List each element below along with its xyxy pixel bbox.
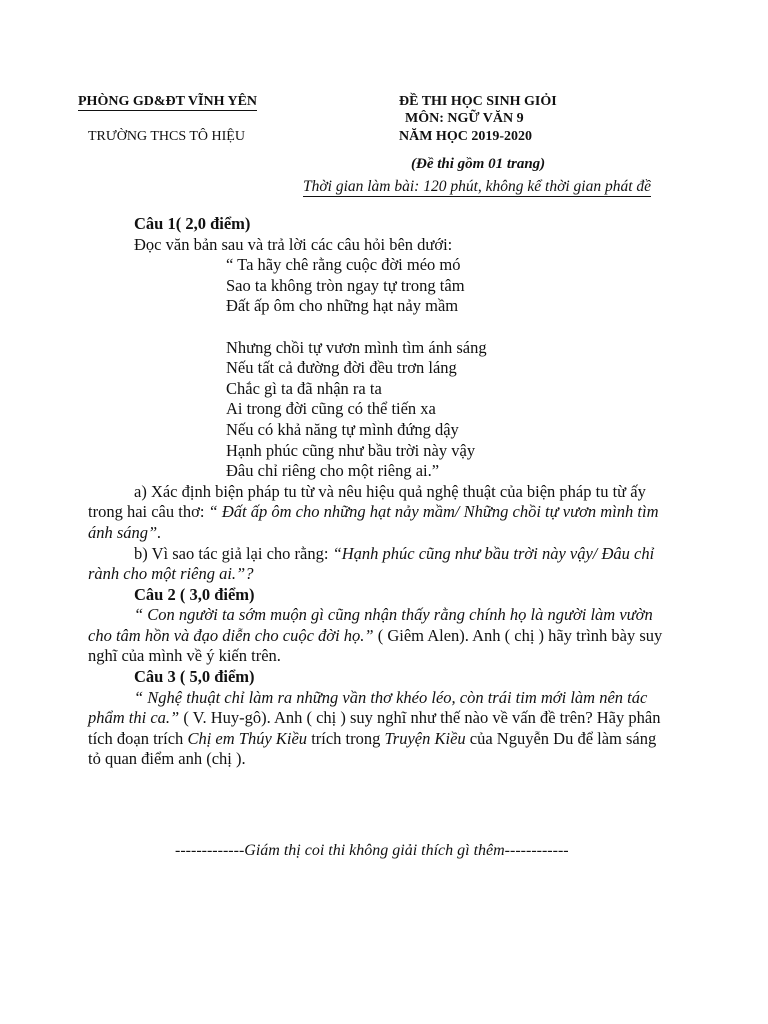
question-1a: a) Xác định biện pháp tu từ và nêu hiệu quả nghệ thuật của biện pháp tu từ ấy trong hai câu thơ: “ Đất ấp ôm cho những hạt nảy mầm/ Những chồi tự vươn mình tìm ánh sáng”. [88,481,659,542]
pages-note: (Đề thi gồm 01 trang) [411,156,546,172]
poem-line: Đâu chỉ riêng cho một riêng ai.” [226,461,440,481]
question-2-title: Câu 2 ( 3,0 điểm) [134,584,255,604]
poem-line: “ Ta hãy chê rằng cuộc đời méo mó [226,255,461,275]
poem-stanza-2 [88,338,673,482]
exam-title: ĐỀ THI HỌC SINH GIỎI [399,94,557,109]
school-name: TRƯỜNG THCS TÔ HIỆU [88,129,245,144]
poem-line: Nếu có khả năng tự mình đứng dậy [226,419,459,439]
stanza-gap [88,317,673,338]
question-3-text: “ Nghệ thuật chỉ làm ra những vần thơ khéo léo, còn trái tim mới làm nên tác phẩm thi ca.” ( V. Huy-gô). Anh ( chị ) suy nghĩ như thế nào về vấn đề trên? Hãy phân tích đoạn trích Chị em Thúy Kiều trích trong Truyện Kiều của Nguyễn Du để làm sáng tỏ quan điểm anh (chị ). [88,687,661,769]
question-3-title: Câu 3 ( 5,0 điểm) [134,667,255,687]
poem-line: Nếu tất cả đường đời đều trơn láng [226,358,457,378]
exam-footer-note: -------------Giám thị coi thi không giải thích gì thêm------------ [175,842,569,859]
poem-line: Sao ta không tròn ngay tự trong tâm [226,275,465,295]
poem-line: Nhưng chồi tự vươn mình tìm ánh sáng [226,337,487,357]
exam-body [88,214,673,770]
time-note: Thời gian làm bài: 120 phút, không kể thời gian phát đề [303,178,652,195]
exam-year: NĂM HỌC 2019-2020 [399,129,532,144]
question-1b: b) Vì sao tác giả lại cho rằng: “Hạnh phúc cũng như bầu trời này vậy/ Đâu chỉ rành cho một riêng ai.”? [88,543,655,584]
poem-line: Chắc gì ta đã nhận ra ta [226,378,382,398]
poem-line: Hạnh phúc cũng như bầu trời này vậy [226,440,476,460]
poem-line: Đất ấp ôm cho những hạt nảy mầm [226,296,459,316]
poem-stanza-1 [88,255,673,317]
question-1-instruction: Đọc văn bản sau và trả lời các câu hỏi bên dưới: [134,234,453,254]
poem-line: Ai trong đời cũng có thể tiến xa [226,399,436,419]
exam-subject: MÔN: NGỮ VĂN 9 [405,111,524,126]
department-name: PHÒNG GD&ĐT VĨNH YÊN [78,94,258,109]
question-1-title: Câu 1( 2,0 điểm) [134,214,251,233]
question-2-text: “ Con người ta sớm muộn gì cũng nhận thấy rằng chính họ là người làm vườn cho tâm hồn và đạo diễn cho cuộc đời họ.” ( Giêm Alen). Anh ( chị ) hãy trình bày suy nghĩ của mình về ý kiến trên. [88,605,663,666]
